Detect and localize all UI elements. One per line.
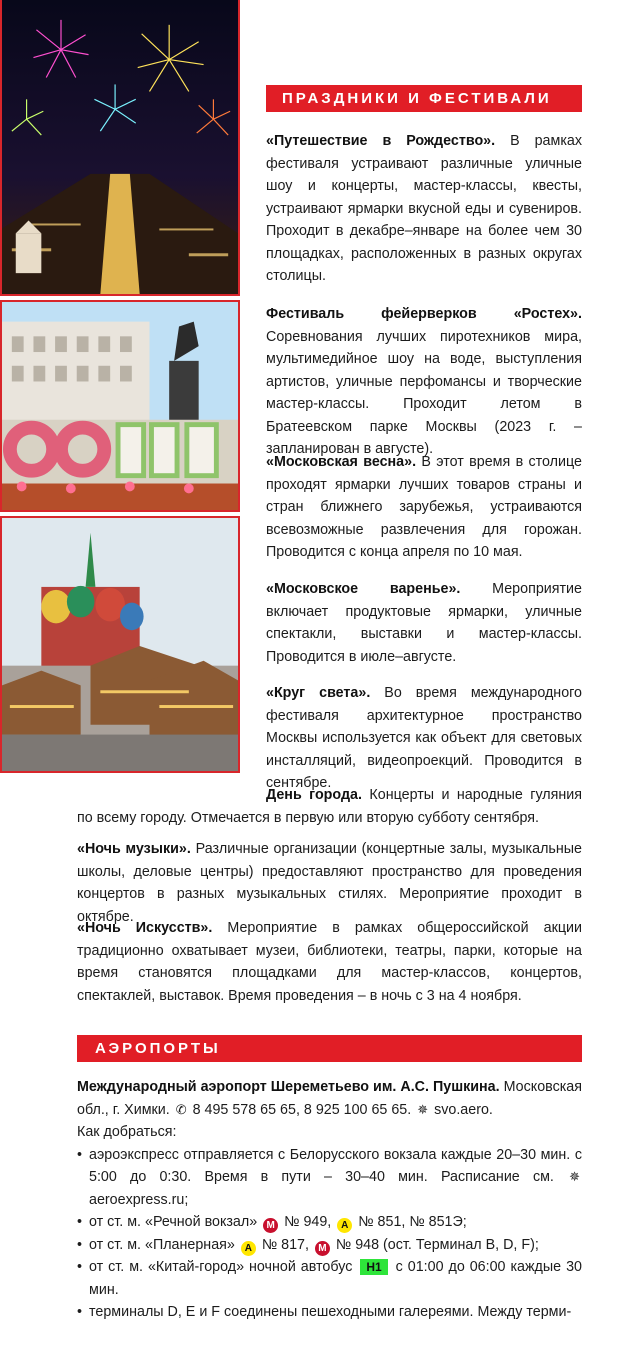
how-to-get-label: Как добраться:	[77, 1124, 177, 1140]
airport-site[interactable]: svo.aero.	[430, 1101, 493, 1118]
list-item	[77, 1234, 582, 1257]
list-item	[77, 1211, 582, 1234]
festival-text: В этот время в столице проходят ярмарки лучших товаров страны и стран ближнего зарубежья, устраиваются всевозможные развлечения для горожан. Проводится с конца апреля по 10 мая.	[266, 454, 582, 560]
festival-title: «Ночь музыки».	[77, 841, 191, 857]
festival-title: «Круг света».	[266, 685, 371, 701]
route-number: № 851, № 851Э;	[354, 1214, 467, 1230]
airport-phones: 8 495 578 65 65, 8 925 100 65 65.	[188, 1101, 412, 1118]
direction-text: от ст. м. «Речной вокзал»	[89, 1214, 258, 1230]
festival-entry	[77, 917, 582, 1007]
night-bus-badge: Н1	[360, 1259, 387, 1275]
route-number: № 949,	[280, 1214, 336, 1230]
route-number: № 948 (ост. Терминал B, D, F);	[331, 1236, 539, 1253]
web-icon: ✵	[569, 1169, 580, 1184]
metro-bus-badge: М	[263, 1218, 278, 1233]
direction-text: от ст. м. «Китай-город» ночной автобус	[89, 1259, 353, 1275]
airport-description	[77, 1076, 582, 1121]
festival-title: Фестиваль фейерверков «Ростех».	[266, 306, 582, 322]
festival-title: «Путешествие в Рождество».	[266, 133, 496, 149]
photo-fireworks	[0, 0, 240, 296]
festival-text: В рамках фестиваля устраивают различные уличные шоу и концерты, мастер-классы, квесты, устраивают ярмарки вкусной еды и сувениров. Проходит в декабре–январе на более чем 30 площадках, расположенных в разных округах столицы.	[266, 133, 582, 284]
festival-entry	[266, 451, 582, 564]
section-heading-festivals: ПРАЗДНИКИ И ФЕСТИВАЛИ	[266, 85, 582, 112]
airport-title: Международный аэропорт Шереметьево им. А.С. Пушкина.	[77, 1079, 500, 1095]
festival-entry	[266, 303, 582, 461]
festival-title: «Московская весна».	[266, 454, 417, 470]
festival-text: Концерты и народные гуляния по всему городу. Отмечается в первую или вторую субботу сентября.	[77, 787, 583, 826]
festival-entry	[266, 130, 582, 288]
bus-badge: А	[337, 1218, 352, 1233]
photo-red-square-fair	[0, 516, 240, 773]
list-item	[77, 1301, 582, 1324]
web-icon: ✵	[417, 1101, 429, 1117]
festival-entry	[77, 784, 582, 829]
festival-text: Соревнования лучших пиротехников мира, мультимедийное шоу на воде, выступления артистов, уличные перфомансы и творческие мастер-классы. Проходит летом в Братеевском парке Москвы (2023 г. – запланирован в августе).	[266, 328, 582, 457]
bus-badge: А	[241, 1241, 256, 1256]
direction-text: от ст. м. «Планерная»	[89, 1236, 235, 1253]
direction-text: терминалы D, E и F соединены пешеходными галереями. Между терми-	[89, 1304, 572, 1320]
festival-text: Мероприятие в рамках общероссийской акции традиционно охватывает музеи, библиотеки, театры, парки, которые на время становятся площадками для мастер-классов, концертов, спектаклей, выставок. Время проведения – в ночь с 3 на 4 ноября.	[77, 920, 583, 1004]
festival-title: «Московское варенье».	[266, 581, 461, 597]
list-item	[77, 1144, 582, 1212]
festival-title: День города.	[266, 787, 362, 803]
festival-text: Различные организации (концертные залы, музыкальные школы, деловые центры) предоставляют пространство для проведения концертов в разных музыкальных стилях. Мероприятие проходит в октябре.	[77, 841, 582, 925]
aeroexpress-site[interactable]: aeroexpress.ru;	[89, 1191, 189, 1208]
section-heading-airports: АЭРОПОРТЫ	[77, 1035, 582, 1062]
festival-text: Мероприятие включает продуктовые ярмарки, уличные спектакли, выставки и мастер-классы. Проводится в июле–августе.	[266, 581, 582, 665]
festival-entry	[77, 838, 582, 928]
directions-list	[77, 1144, 582, 1324]
festival-entry	[266, 578, 582, 668]
direction-text: с 01:00 до 06:00 каждые 30 мин.	[89, 1259, 582, 1298]
festival-text: Во время международного фестиваля архитектурное пространство Москвы используется как объект для световых инсталляций, видеопроекций. Проводится в сентябре.	[266, 685, 582, 791]
list-item	[77, 1256, 582, 1301]
route-number: № 817,	[257, 1236, 313, 1253]
festival-entry	[266, 682, 582, 795]
phone-icon: ✆	[175, 1101, 187, 1117]
airport-address: Московская обл., г. Химки.	[77, 1079, 582, 1118]
airport-info	[77, 1076, 582, 1324]
direction-text: аэроэкспресс отправляется с Белорусского вокзала каждые 20–30 мин. с 5:00 до 0:30. Время в пути – 30–40 мин. Расписание см.	[89, 1146, 582, 1185]
festival-title: «Ночь Искусств».	[77, 920, 213, 936]
metro-bus-badge: М	[315, 1241, 330, 1256]
photo-moscow-letters	[0, 300, 240, 512]
